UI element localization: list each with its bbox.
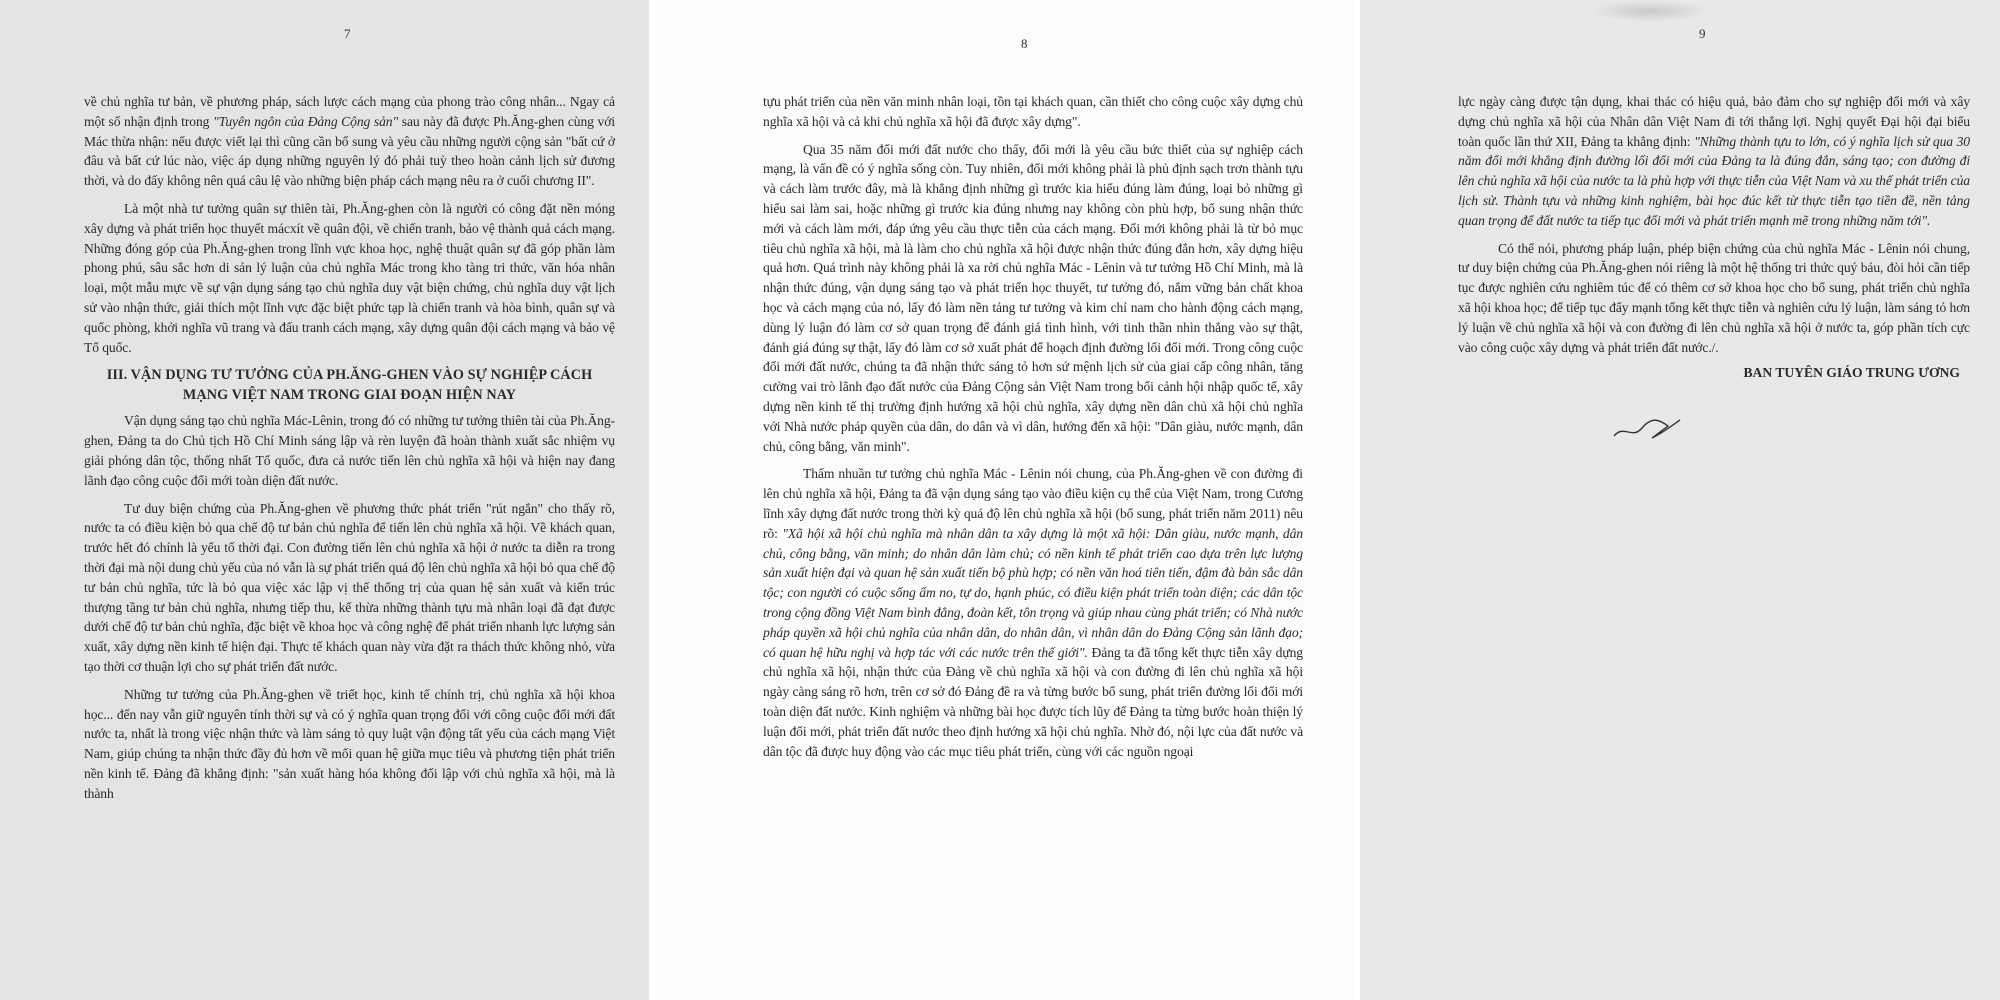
paragraph: tựu phát triển của nền văn minh nhân loại, tồn tại khách quan, cần thiết cho công cuộc xây dựng chủ nghĩa xã hội và cả khi chủ nghĩa xã hội đã được xây dựng". <box>763 94 1303 129</box>
paragraph: Là một nhà tư tưởng quân sự thiên tài, Ph.Ăng-ghen còn là người có công đặt nền móng xây dựng và phát triển học thuyết mácxít về quân đội, về chiến tranh, bảo vệ thành quả cách mạng. Những đóng góp của Ph.Ăng-ghen trong lĩnh vực khoa học, nghệ thuật quân sự đã góp phần làm phong phú, sâu sắc hơn di sản lý luận của chủ nghĩa Mác trong kho tàng tri thức, văn hóa nhân loại, một mẫu mực về sự vận dụng sáng tạo chủ nghĩa duy vật biện chứng, chủ nghĩa duy vật lịch sử vào nhận thức, giải thích một lĩnh vực đặc biệt phức tạp là chiến tranh và hòa bình, quân sự và quốc phòng, khởi nghĩa vũ trang và đấu tranh cách mạng, xây dựng quân đội cách mạng và bảo vệ Tổ quốc. <box>84 200 615 355</box>
page-number: 8 <box>1021 36 1028 51</box>
paragraph: lực ngày càng được tận dụng, khai thác có hiệu quả, bảo đảm cho sự nghiệp đổi mới và xây dựng chủ nghĩa xã hội của Nhân dân Việt Nam đi tới thắng lợi. Nghị quyết Đại hội đại biểu toàn quốc lần thứ XII, Đảng ta khẳng định: "Những thành tựu to lớn, có ý nghĩa lịch sử qua 30 năm đổi mới khẳng định đường lối đổi mới của Đảng ta là đúng đắn, sáng tạo; con đường đi lên chủ nghĩa xã hội của nước ta là phù hợp với thực tiễn của Việt Nam và xu thế phát triển của lịch sử. Thành tựu và những kinh nghiệm, bài học đúc kết từ thực tiễn tạo tiền đề, nền tảng quan trọng để đất nước ta tiếp tục đổi mới và phát triển mạnh mẽ trong những năm tới". <box>1458 94 1970 228</box>
paragraph: về chủ nghĩa tư bản, về phương pháp, sách lược cách mạng của phong trào công nhân... Ngay cả một số nhận định trong "Tuyên ngôn của Đảng Cộng sản" sau này đã được Ph.Ăng-ghen cùng với Mác thừa nhận: nếu được viết lại thì cũng cần bổ sung và yêu cầu những người cộng sản "bất cứ ở đâu và bất cứ lúc nào, việc áp dụng những nguyên lý đó phải tuỳ theo hoàn cảnh lịch sử đương thời, và do đấy không nên quá câu lệ vào những biện pháp cách mạng nêu ra ở cuối chương II". <box>84 94 615 189</box>
paragraph: Thấm nhuần tư tưởng chủ nghĩa Mác - Lênin nói chung, của Ph.Ăng-ghen về con đường đi lên chủ nghĩa xã hội, Đảng ta đã vận dụng sáng tạo vào điều kiện cụ thể của Việt Nam, trong Cương lĩnh xây dựng đất nước trong thời kỳ quá độ lên chủ nghĩa xã hội (bổ sung, phát triển năm 2011) nêu rõ: "Xã hội xã hội chủ nghĩa mà nhân dân ta xây dựng là một xã hội: Dân giàu, nước mạnh, dân chủ, công bằng, văn minh; do nhân dân làm chủ; có nền kinh tế phát triển cao dựa trên lực lượng sản xuất hiện đại và quan hệ sản xuất tiến bộ phù hợp; có nền văn hoá tiên tiến, đậm đà bản sắc dân tộc; con người có cuộc sống ấm no, tự do, hạnh phúc, có điều kiện phát triển toàn diện; các dân tộc trong cộng đồng Việt Nam bình đẳng, đoàn kết, tôn trọng và giúp nhau cùng phát triển; có Nhà nước pháp quyền xã hội chủ nghĩa của nhân dân, do nhân dân, vì nhân dân do Đảng Cộng sản lãnh đạo; có quan hệ hữu nghị và hợp tác với các nước trên thế giới". Đảng ta đã tổng kết thực tiễn xây dựng chủ nghĩa xã hội, nhận thức của Đảng về chủ nghĩa xã hội và con đường đi lên chủ nghĩa xã hội ngày càng sáng rõ hơn, trên cơ sở đó Đảng đề ra và từng bước bổ sung, phát triển đường lối đổi mới toàn diện đất nước. Kinh nghiệm và những bài học được tích lũy để Đảng ta từng bước hoàn thiện lý luận đổi mới, phát triển đất nước theo định hướng xã hội chủ nghĩa. Nhờ đó, nội lực của đất nước và dân tộc đã được huy động vào các mục tiêu phát triển, cùng với các nguồn ngoại <box>763 466 1303 759</box>
paragraph: Vận dụng sáng tạo chủ nghĩa Mác-Lênin, trong đó có những tư tưởng thiên tài của Ph.Ăng-ghen, Đảng ta do Chủ tịch Hồ Chí Minh sáng lập và rèn luyện đã hoàn thành xuất sắc nhiệm vụ giải phóng dân tộc, thống nhất Tổ quốc, đưa cả nước tiến lên chủ nghĩa xã hội và hiện nay đang lãnh đạo công cuộc đổi mới toàn diện đất nước. <box>84 413 615 488</box>
scan-smudge <box>1590 0 1710 22</box>
paragraph: Qua 35 năm đổi mới đất nước cho thấy, đổi mới là yêu cầu bức thiết của sự nghiệp cách mạng, là vấn đề có ý nghĩa sống còn. Tuy nhiên, đổi mới không phải là phủ định sạch trơn thành tựu và cách làm trước đây, mà là khẳng định những gì trước kia hiểu đúng làm đúng, loại bỏ những gì hiểu sai làm sai, hoặc những gì trước kia đúng nhưng nay không còn phù hợp, bổ sung nhận thức mới và cách làm mới, đáp ứng yêu cầu thực tiễn của cách mạng. Đổi mới không phải là từ bỏ mục tiêu chủ nghĩa xã hội, mà là làm cho chủ nghĩa xã hội được nhận thức đúng đắn hơn, xây dựng hiệu quả hơn. Quá trình này không phải là xa rời chủ nghĩa Mác - Lênin và tư tưởng Hồ Chí Minh, mà là nhận thức đúng, vận dụng sáng tạo và phát triển học thuyết, tư tưởng đó, nắm vững bản chất khoa học và cách mạng của nó, lấy đó làm nền tảng tư tưởng và kim chỉ nam cho hành động cách mạng, dùng lý luận đó làm cơ sở quan trọng để đánh giá tình hình, với tinh thần nhìn thẳng vào sự thật, đánh giá đúng sự thật, lấy đó làm cơ sở xuất phát để hoạch định đường lối đổi mới. Trong công cuộc đổi mới đất nước, chúng ta đã nhận thức sáng tỏ hơn sứ mệnh lịch sử của giai cấp công nhân, tăng cường vai trò lãnh đạo đất nước của Đảng Cộng sản Việt Nam trong bối cảnh hội nhập quốc tế, xây dựng nền kinh tế thị trường định hướng xã hội chủ nghĩa, xây dựng nền dân chủ xã hội chủ nghĩa với Nhà nước pháp quyền của dân, do dân và vì dân, hướng đến xã hội: "Dân giàu, nước mạnh, dân chủ, công bằng, văn minh". <box>763 141 1303 454</box>
signature-block: BAN TUYÊN GIÁO TRUNG ƯƠNG <box>1743 365 1960 381</box>
handwritten-signature-icon <box>1612 414 1682 444</box>
section-heading: III. VẬN DỤNG TƯ TƯỞNG CỦA PH.ĂNG-GHEN VÀO SỰ NGHIỆP CÁCH MẠNG VIỆT NAM TRONG GIAI ĐOẠN HIỆN NAY <box>106 367 593 404</box>
page-number: 7 <box>344 26 351 41</box>
document-page-8 <box>655 0 1360 1000</box>
paragraph: Những tư tưởng của Ph.Ăng-ghen về triết học, kinh tế chính trị, chủ nghĩa xã hội khoa học... đến nay vẫn giữ nguyên tính thời sự và có ý nghĩa quan trọng đối với công cuộc đổi mới đất nước ta, nhất là trong việc nhận thức và làm sáng tỏ quy luật vận động tất yếu của cách mạng Việt Nam, giúp chúng ta nhận thức đầy đủ hơn về mối quan hệ giữa mục tiêu và phương tiện phát triển nền kinh tế. Đảng đã khẳng định: "sản xuất hàng hóa không đối lập với chủ nghĩa xã hội, mà là thành <box>84 686 615 801</box>
paragraph: Tư duy biện chứng của Ph.Ăng-ghen về phương thức phát triển "rút ngắn" cho thấy rõ, nước ta có điều kiện bỏ qua chế độ tư bản chủ nghĩa để tiến lên chủ nghĩa xã hội. Về khách quan, trước hết đó chính là yếu tố thời đại. Con đường tiến lên chủ nghĩa xã hội ở nước ta diễn ra trong thời đại mà nội dung chủ yếu của nó vẫn là sự phát triển quá độ lên chủ nghĩa xã hội bỏ qua chế độ tư bản chủ nghĩa, tức là bỏ qua việc xác lập vị thế thống trị của quan hệ sản xuất và kiến trúc thượng tầng tư bản chủ nghĩa, nhưng tiếp thu, kế thừa những thành tựu mà nhân loại đã đạt được dưới chế độ tư bản chủ nghĩa, đặc biệt về khoa học và công nghệ để phát triển nhanh lực lượng sản xuất, xây dựng nền kinh tế hiện đại. Thực tế khách quan này vừa đặt ra thách thức không nhỏ, vừa tạo thời cơ thuận lợi cho sự phát triển đất nước. <box>84 500 615 674</box>
paragraph: Có thể nói, phương pháp luận, phép biện chứng của chủ nghĩa Mác - Lênin nói chung, tư duy biện chứng của Ph.Ăng-ghen nói riêng là một hệ thống tri thức quý báu, đòi hỏi cần tiếp tục được nghiên cứu nghiêm túc để có thêm cơ sở khoa học cho bổ sung, phát triển chủ nghĩa xã hội khoa học; để tiếp tục đẩy mạnh tổng kết thực tiễn và nghiên cứu lý luận, làm sáng tỏ hơn lý luận về chủ nghĩa xã hội và con đường đi lên chủ nghĩa xã hội ở nước ta, góp phần tích cực vào công cuộc xây dựng và phát triển đất nước./. <box>1458 240 1970 355</box>
document-page-7 <box>0 0 655 1000</box>
document-page-9 <box>1360 0 2000 1000</box>
page-number: 9 <box>1699 26 1706 41</box>
